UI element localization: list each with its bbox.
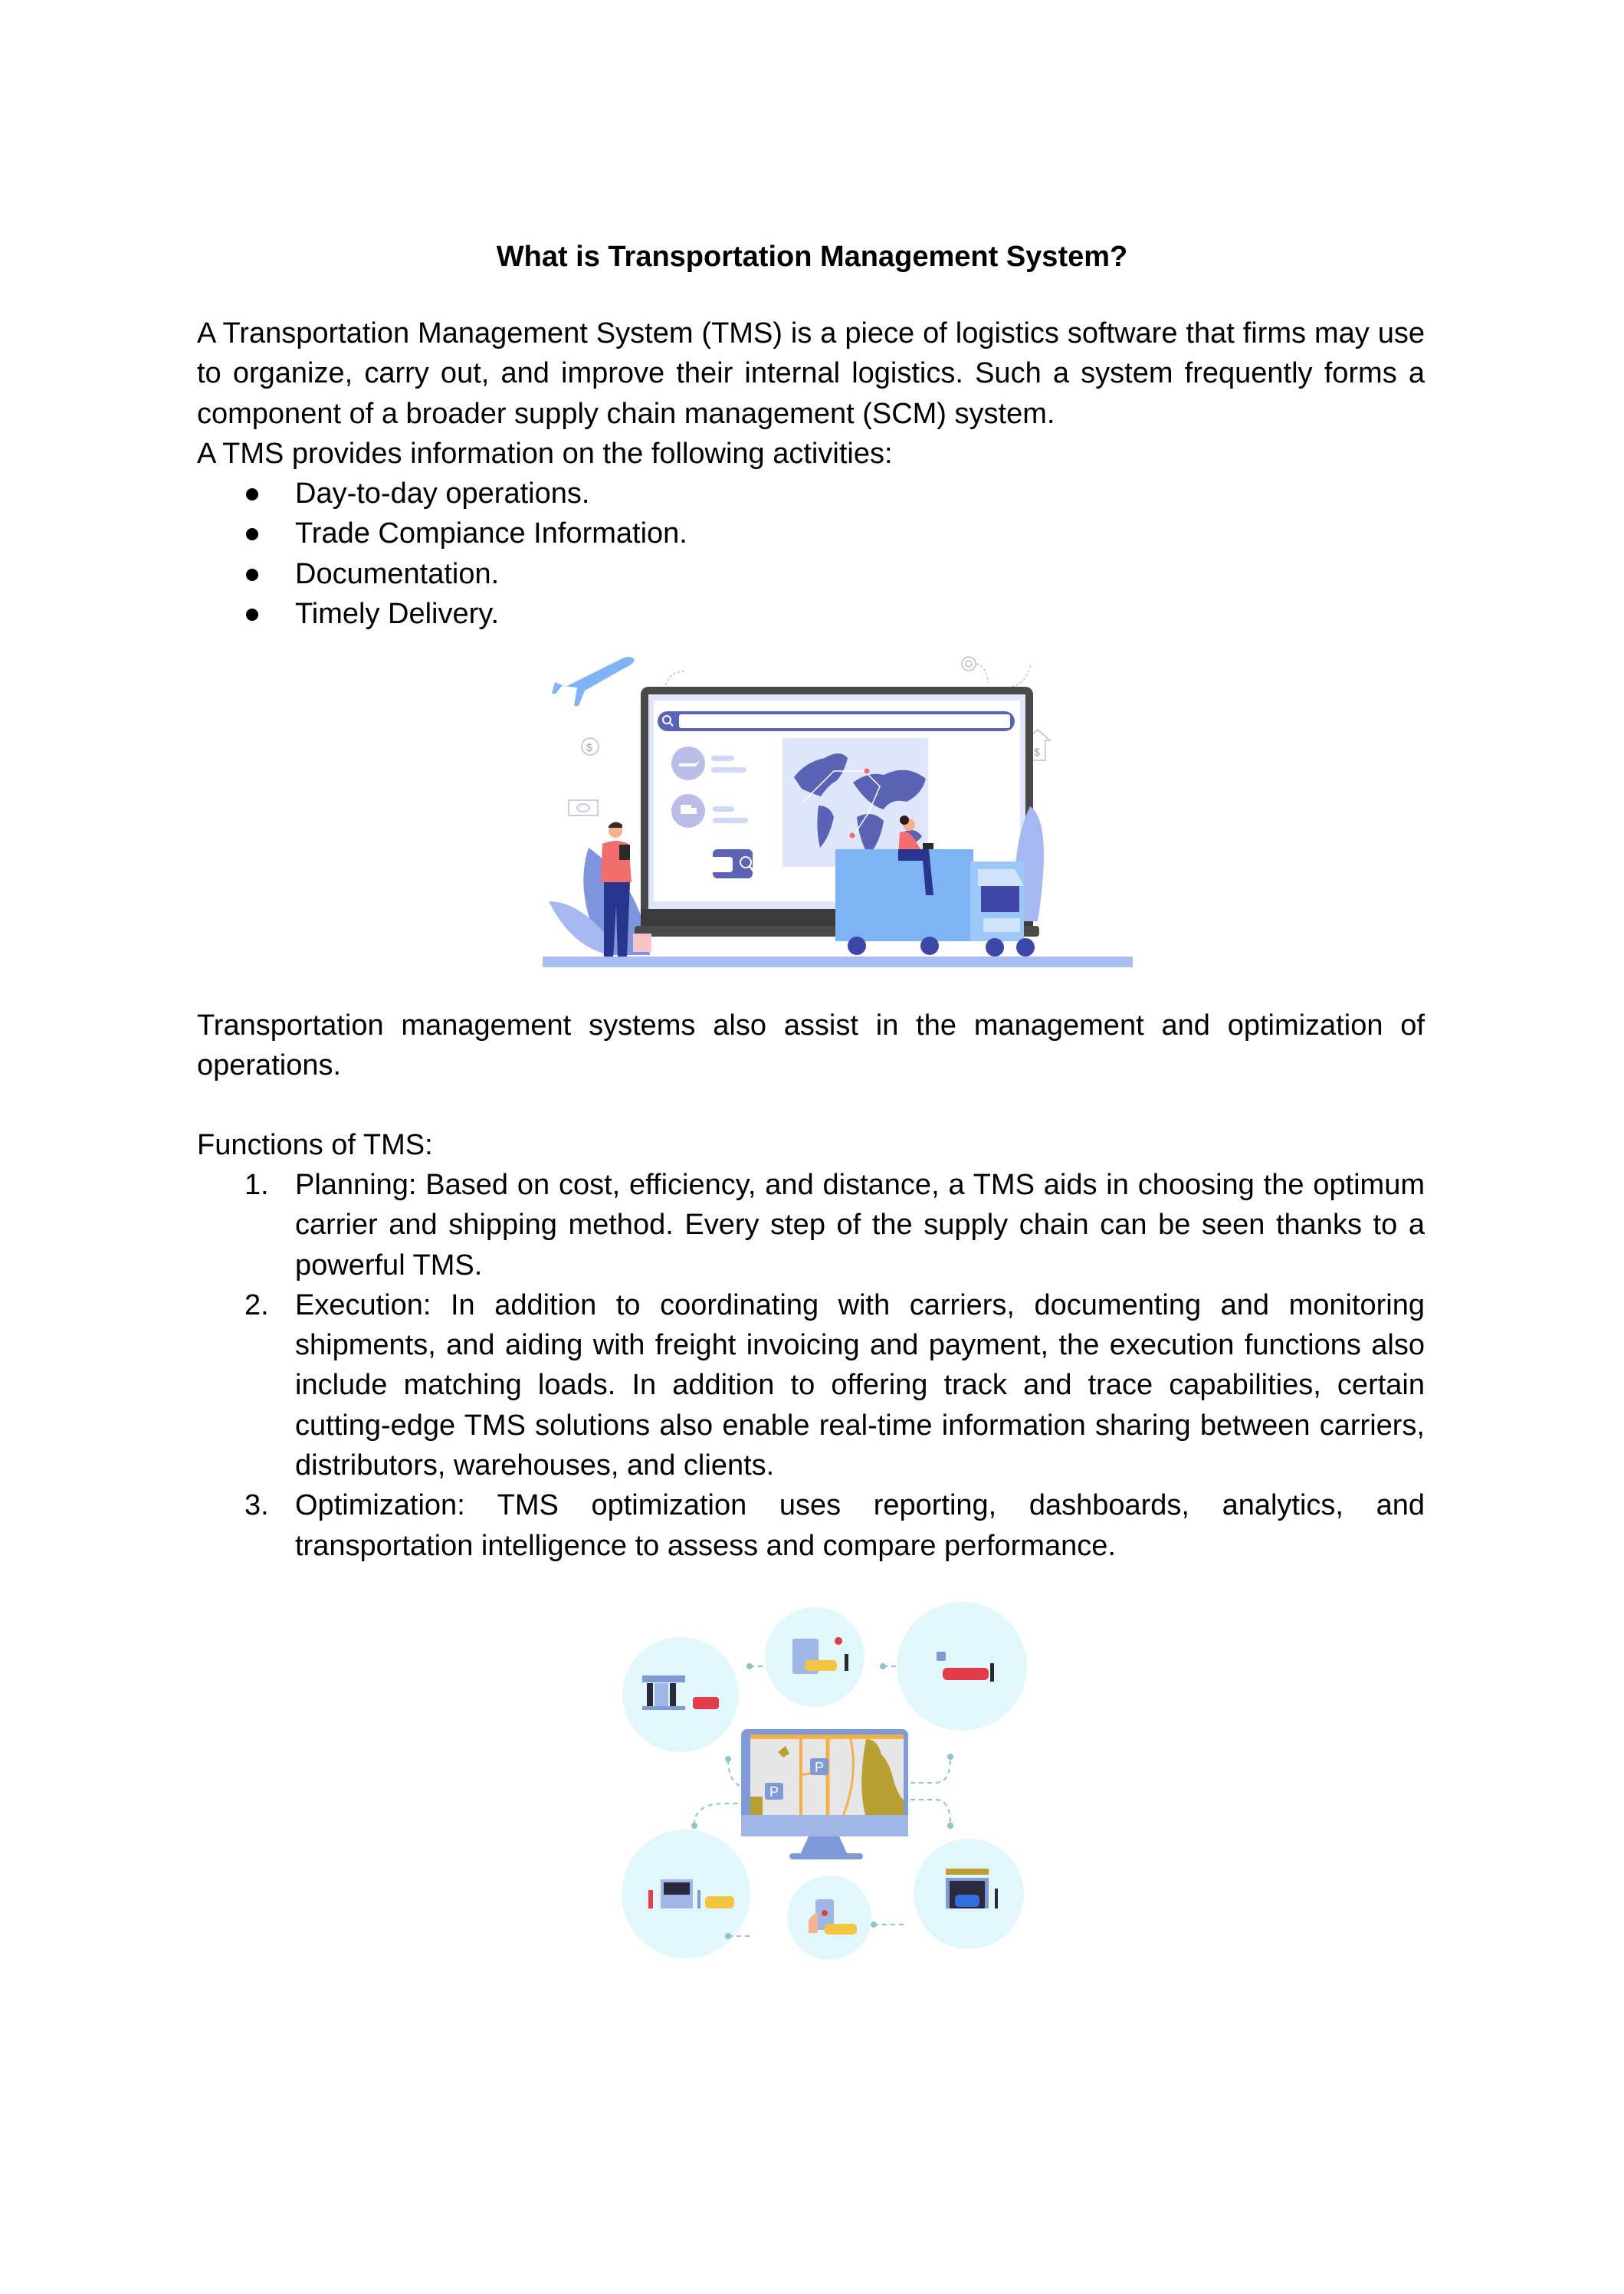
- list-item: [197, 1165, 1425, 1285]
- list-number: 2.: [244, 1288, 269, 1321]
- list-item-text: Planning: Based on cost, efficiency, and distance, a TMS aids in choosing the optimum carrier and shipping method. Every step of the supply chain can be seen thanks to a powerful TMS.: [295, 1169, 1425, 1282]
- list-item: [197, 1485, 1425, 1566]
- list-item-label: Day-to-day operations.: [295, 478, 590, 510]
- bullet-icon: [246, 528, 258, 540]
- car-icon: [805, 1660, 837, 1671]
- parked-car-circle: [897, 1602, 1027, 1731]
- activities-list: [197, 474, 1425, 634]
- clipboard-icon: [619, 845, 630, 860]
- car-icon: [955, 1895, 979, 1907]
- monitor-icon: [741, 1729, 908, 1859]
- functions-heading: Functions of TMS:: [197, 1129, 433, 1161]
- car-icon: [943, 1668, 989, 1680]
- list-item: [197, 554, 1425, 594]
- ground-strip: [543, 957, 1133, 967]
- list-number: 1.: [244, 1169, 269, 1201]
- list-item: [197, 474, 1425, 514]
- list-item-label: Timely Delivery.: [295, 597, 500, 630]
- airplane-icon: [552, 657, 635, 706]
- svg-text:$: $: [1034, 746, 1040, 758]
- car-icon: [825, 1924, 857, 1935]
- logistics-illustration-graphic: [543, 648, 1133, 969]
- list-number: 3.: [244, 1489, 269, 1522]
- package-icon: [633, 934, 651, 952]
- svg-text:$: $: [586, 741, 592, 753]
- list-item: [197, 514, 1425, 553]
- parking-gate-circle: [622, 1637, 739, 1752]
- car-icon: [705, 1896, 734, 1908]
- list-item-label: Documentation.: [295, 557, 500, 590]
- optimization-paragraph: Transportation management systems also assist in the management and optimization of operations.: [197, 1009, 1425, 1082]
- bullet-icon: [246, 609, 258, 621]
- bullet-icon: [246, 569, 258, 581]
- bullet-icon: [246, 488, 258, 500]
- list-item-text: Optimization: TMS optimization uses reporting, dashboards, analytics, and transportation intelligence to assess and compare performance.: [295, 1489, 1425, 1562]
- page-title: What is Transportation Management System?: [496, 241, 1128, 273]
- parking-marker-label: P: [769, 1784, 779, 1800]
- parking-network-illustration: [621, 1599, 1030, 1964]
- intro-paragraph: A Transportation Management System (TMS) is a piece of logistics software that firms may use to organize, carry out, and improve their internal logistics. Such a system frequently forms a component of a broader supply chain management (SCM) system.: [197, 317, 1425, 430]
- list-item: [197, 594, 1425, 634]
- logistics-illustration: [543, 648, 1133, 969]
- activities-intro: A TMS provides information on the following activities:: [197, 438, 893, 470]
- list-item-label: Trade Compiance Information.: [295, 517, 687, 550]
- functions-list: [197, 1165, 1425, 1566]
- parking-network-graphic: [621, 1599, 1030, 1964]
- delivery-truck: [835, 849, 1035, 957]
- list-item-text: Execution: In addition to coordinating with carriers, documenting and monitoring shipments, and aiding with freight invoicing and payment, the execution functions also include matching loads. In addition to offering track and trace capabilities, certain cutting-edge TMS solutions also enable real-time information sharing between carriers, distributors, warehouses, and clients.: [295, 1288, 1425, 1482]
- parking-marker-label: P: [815, 1760, 825, 1775]
- list-item: [197, 1285, 1425, 1485]
- car-icon: [693, 1697, 719, 1709]
